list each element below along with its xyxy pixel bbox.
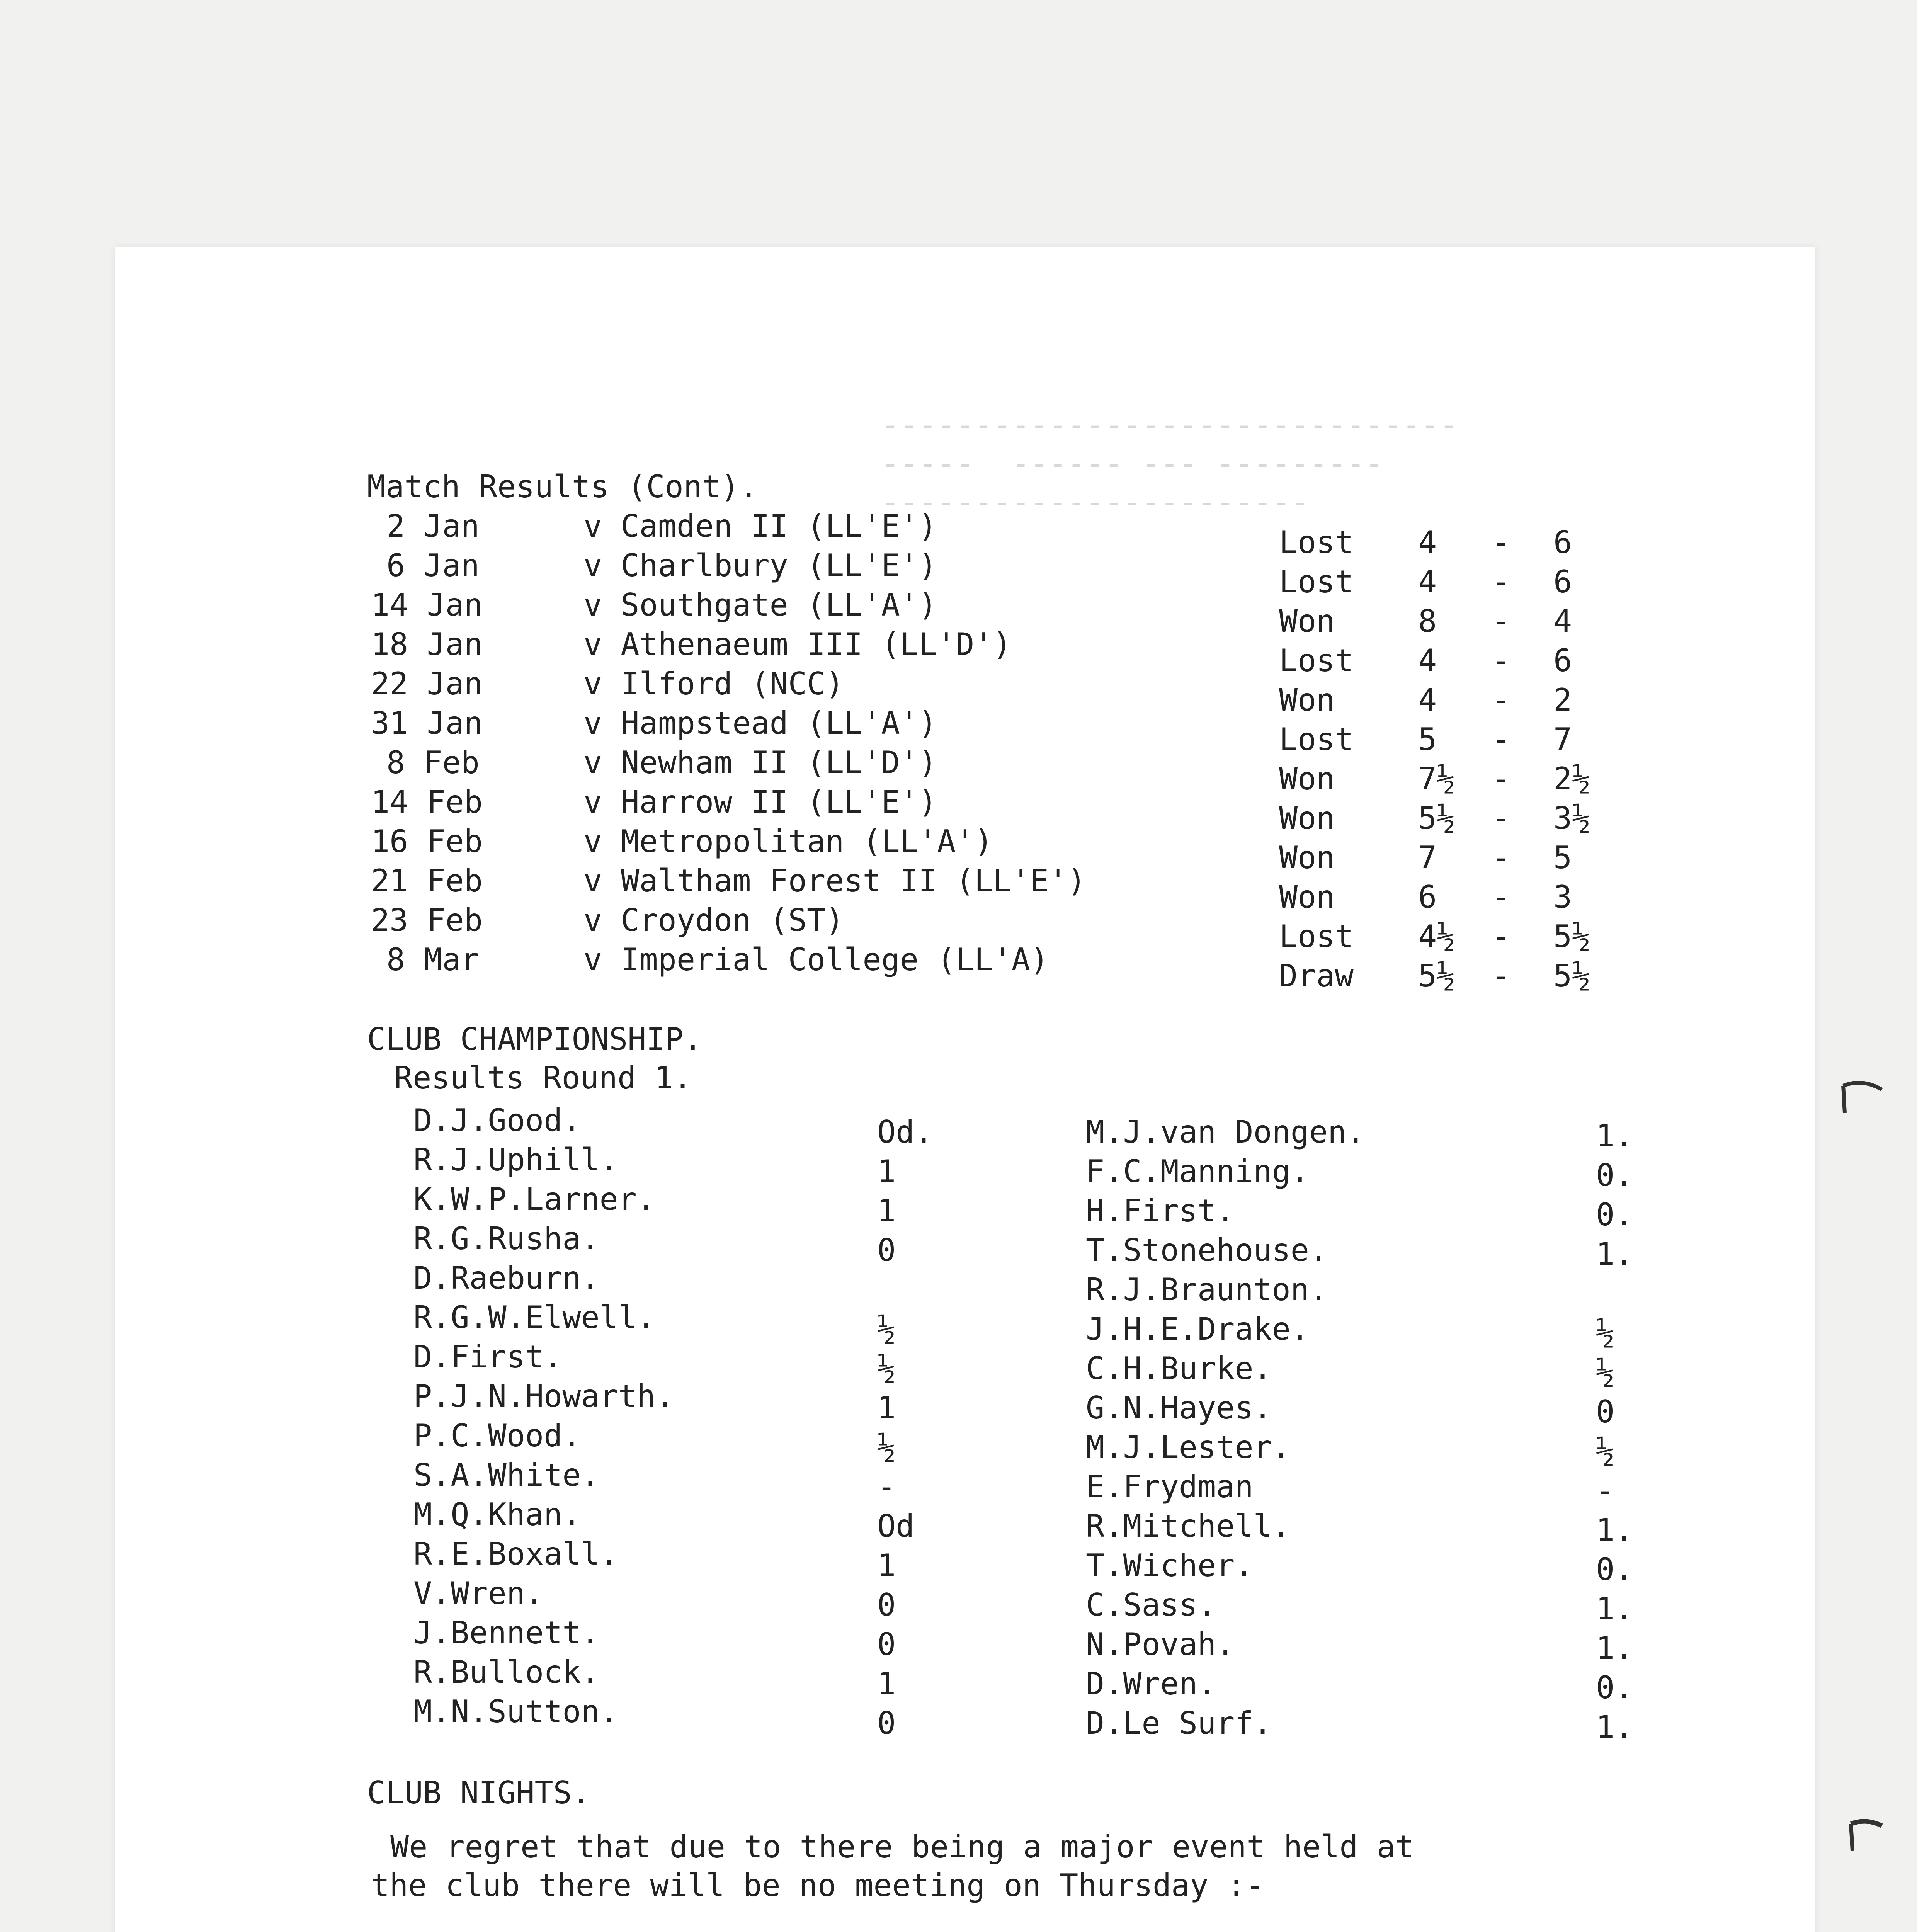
player-two-name: R.J.Braunton. (1086, 1272, 1328, 1308)
match-result: Won (1279, 800, 1335, 836)
match-date: 14 Feb (371, 784, 483, 820)
match-score-against: 2½ (1553, 761, 1591, 797)
score-dash: - (1492, 524, 1510, 560)
match-date: 6 Jan (386, 548, 480, 583)
match-opponent: v Athenaeum III (LL'D') (583, 626, 1012, 662)
player-two-score: ½ (1596, 1315, 1615, 1351)
match-score-for: 5 (1418, 721, 1437, 757)
player-two-score: 1. (1596, 1512, 1633, 1548)
player-one-score: ½ (877, 1429, 896, 1465)
score-dash: - (1492, 918, 1510, 954)
match-opponent: v Hampstead (LL'A') (583, 705, 937, 741)
player-one-name: J.Bennett. (413, 1615, 600, 1651)
match-result: Lost (1279, 564, 1354, 600)
match-score-against: 6 (1553, 524, 1572, 560)
player-one-name: M.Q.Khan. (413, 1497, 581, 1532)
match-score-against: 2 (1553, 682, 1572, 718)
club-championship-heading: CLUB CHAMPIONSHIP. (367, 1021, 702, 1057)
match-opponent: v Charlbury (LL'E') (583, 548, 937, 583)
bleed-line: ------------------------------- (881, 407, 1458, 443)
match-result: Won (1279, 682, 1335, 718)
match-score-against: 4 (1553, 603, 1572, 639)
match-date: 8 Mar (386, 942, 480, 978)
match-result: Lost (1279, 918, 1354, 954)
player-one-score: - (877, 1469, 896, 1505)
match-score-against: 5 (1553, 840, 1572, 876)
match-date: 18 Jan (371, 626, 483, 662)
player-one-score: 1 (877, 1548, 896, 1583)
match-date: 8 Feb (386, 745, 480, 781)
match-score-for: 5½ (1418, 800, 1456, 836)
match-score-for: 4 (1418, 564, 1437, 600)
score-dash: - (1492, 682, 1510, 718)
player-two-score: 1. (1596, 1591, 1633, 1627)
match-score-for: 6 (1418, 879, 1437, 915)
match-result: Won (1279, 840, 1335, 876)
match-score-against: 3½ (1553, 800, 1591, 836)
player-one-score: 0 (877, 1232, 896, 1268)
match-score-against: 5½ (1553, 958, 1591, 994)
player-one-score: 0 (877, 1705, 896, 1741)
match-opponent: v Metropolitan (LL'A') (583, 823, 993, 859)
player-two-score: 1. (1596, 1236, 1633, 1272)
player-two-score: - (1596, 1473, 1615, 1509)
match-date: 23 Feb (371, 902, 483, 938)
match-result: Won (1279, 603, 1335, 639)
player-one-name: R.E.Boxall. (413, 1536, 618, 1572)
punch-hole-mark-middle (1847, 1816, 1886, 1855)
match-score-against: 3 (1553, 879, 1572, 915)
player-one-score: 1 (877, 1666, 896, 1702)
player-two-name: R.Mitchell. (1086, 1508, 1291, 1544)
punch-hole-mark-top (1839, 1074, 1886, 1121)
score-dash: - (1492, 761, 1510, 797)
player-one-name: D.J.Good. (413, 1102, 581, 1138)
championship-round-subheading: Results Round 1. (394, 1060, 692, 1096)
match-opponent: v Imperial College (LL'A) (583, 942, 1049, 978)
match-result: Won (1279, 761, 1335, 797)
player-two-score: 0. (1596, 1157, 1633, 1193)
match-date: 2 Jan (386, 508, 480, 544)
match-score-against: 5½ (1553, 918, 1591, 954)
match-score-for: 4 (1418, 682, 1437, 718)
player-one-name: D.Raeburn. (413, 1260, 600, 1296)
player-two-name: N.Povah. (1086, 1626, 1235, 1662)
player-one-score: 1 (877, 1193, 896, 1229)
player-two-name: H.First. (1086, 1193, 1235, 1229)
match-score-for: 5½ (1418, 958, 1456, 994)
match-score-for: 4 (1418, 524, 1437, 560)
player-two-score: 0. (1596, 1551, 1633, 1587)
player-two-name: T.Wicher. (1086, 1548, 1254, 1583)
player-two-name: F.C.Manning. (1086, 1153, 1309, 1189)
match-result: Won (1279, 879, 1335, 915)
player-one-name: R.G.Rusha. (413, 1221, 600, 1257)
match-date: 14 Jan (371, 587, 483, 623)
player-two-score: ½ (1596, 1433, 1615, 1469)
player-one-score: ½ (877, 1350, 896, 1386)
score-dash: - (1492, 800, 1510, 836)
player-two-name: M.J.Lester. (1086, 1429, 1291, 1465)
player-one-name: P.J.N.Howarth. (413, 1378, 674, 1414)
club-nights-line: We regret that due to there being a major event held at (390, 1829, 1414, 1865)
match-opponent: v Waltham Forest II (LL'E') (583, 863, 1086, 899)
match-date: 31 Jan (371, 705, 483, 741)
player-one-name: R.Bullock. (413, 1654, 600, 1690)
player-two-name: C.H.Burke. (1086, 1350, 1272, 1386)
score-dash: - (1492, 643, 1510, 679)
match-score-for: 4½ (1418, 918, 1456, 954)
match-score-against: 6 (1553, 564, 1572, 600)
match-opponent: v Southgate (LL'A') (583, 587, 937, 623)
player-two-name: G.N.Hayes. (1086, 1390, 1272, 1426)
match-opponent: v Croydon (ST) (583, 902, 844, 938)
player-two-score: 1. (1596, 1630, 1633, 1666)
match-opponent: v Camden II (LL'E') (583, 508, 937, 544)
player-two-score: 0. (1596, 1197, 1633, 1233)
match-result: Lost (1279, 524, 1354, 560)
player-one-score: Od (877, 1508, 915, 1544)
player-two-name: E.Frydman (1086, 1469, 1254, 1505)
player-one-name: S.A.White. (413, 1457, 600, 1493)
bleed-line: --------- --- ------ ----- (881, 446, 1384, 481)
player-two-name: J.H.E.Drake. (1086, 1311, 1309, 1347)
player-one-name: D.First. (413, 1339, 563, 1375)
match-result: Lost (1279, 643, 1354, 679)
match-date: 22 Jan (371, 666, 483, 702)
bleed-line: ----------------------- (881, 484, 1309, 520)
score-dash: - (1492, 879, 1510, 915)
match-results-heading: Match Results (Cont). (367, 469, 758, 505)
player-two-name: M.J.van Dongen. (1086, 1114, 1365, 1150)
match-result: Lost (1279, 721, 1354, 757)
player-one-score: ½ (877, 1311, 896, 1347)
player-two-name: T.Stonehouse. (1086, 1232, 1328, 1268)
player-one-name: V.Wren. (413, 1575, 544, 1611)
player-one-name: M.N.Sutton. (413, 1694, 618, 1730)
match-date: 16 Feb (371, 823, 483, 859)
club-nights-heading: CLUB NIGHTS. (367, 1775, 590, 1811)
player-two-name: D.Le Surf. (1086, 1705, 1272, 1741)
player-two-name: D.Wren. (1086, 1666, 1216, 1702)
player-one-score: 1 (877, 1390, 896, 1426)
match-score-for: 7 (1418, 840, 1437, 876)
match-opponent: v Harrow II (LL'E') (583, 784, 937, 820)
score-dash: - (1492, 721, 1510, 757)
player-one-name: R.G.W.Elwell. (413, 1299, 656, 1335)
match-score-for: 4 (1418, 643, 1437, 679)
player-two-score: 0 (1596, 1394, 1615, 1430)
player-two-score: 0. (1596, 1670, 1633, 1706)
match-opponent: v Newham II (LL'D') (583, 745, 937, 781)
match-score-against: 7 (1553, 721, 1572, 757)
player-two-score: 1. (1596, 1118, 1633, 1154)
match-result: Draw (1279, 958, 1354, 994)
score-dash: - (1492, 840, 1510, 876)
player-two-name: C.Sass. (1086, 1587, 1216, 1623)
player-one-score: 0 (877, 1587, 896, 1623)
player-one-name: P.C.Wood. (413, 1418, 581, 1454)
match-date: 21 Feb (371, 863, 483, 899)
club-nights-line: the club there will be no meeting on Thursday :- (371, 1867, 1264, 1903)
score-dash: - (1492, 958, 1510, 994)
player-one-score: 1 (877, 1153, 896, 1189)
match-opponent: v Ilford (NCC) (583, 666, 844, 702)
player-one-name: K.W.P.Larner. (413, 1181, 656, 1217)
score-dash: - (1492, 603, 1510, 639)
match-score-for: 8 (1418, 603, 1437, 639)
match-score-against: 6 (1553, 643, 1572, 679)
player-one-name: R.J.Uphill. (413, 1142, 618, 1178)
player-one-score: 0 (877, 1626, 896, 1662)
match-score-for: 7½ (1418, 761, 1456, 797)
player-two-score: ½ (1596, 1354, 1615, 1390)
player-two-score: 1. (1596, 1709, 1633, 1745)
player-one-score: Od. (877, 1114, 933, 1150)
score-dash: - (1492, 564, 1510, 600)
